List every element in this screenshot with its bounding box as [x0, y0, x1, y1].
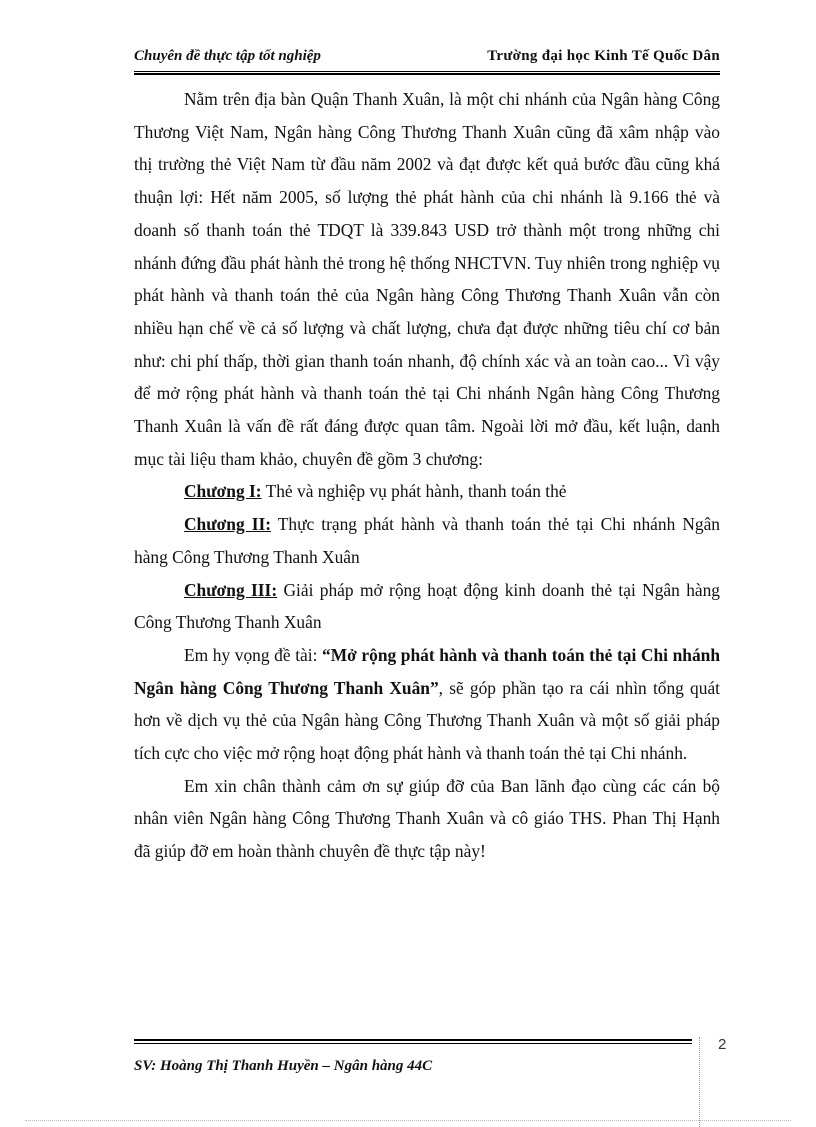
- intro-paragraph: Nằm trên địa bàn Quận Thanh Xuân, là một chi nhánh của Ngân hàng Công Thương Việt Nam, Ngân hàng Công Thương Thanh Xuân cũng đã xâm nhập vào thị trường thẻ Việt Nam từ đầu năm 2002 và đạt được kết quả bước đầu cũng khá thuận lợi: Hết năm 2005, số lượng thẻ phát hành của chi nhánh là 9.166 thẻ và doanh số thanh toán thẻ TDQT là 339.843 USD trở thành một trong những chi nhánh đứng đầu phát hành thẻ trong hệ thống NHCTVN. Tuy nhiên trong nghiệp vụ phát hành và thanh toán thẻ của Ngân hàng Công Thương Thanh Xuân vẫn còn nhiều hạn chế về cả số lượng và chất lượng, chưa đạt được những tiêu chí cơ bản như: chi phí thấp, thời gian thanh toán nhanh, độ chính xác và an toàn cao... Vì vậy để mở rộng phát hành và thanh toán thẻ tại Chi nhánh Ngân hàng Công Thương Thanh Xuân là vấn đề rất đáng được quan tâm. Ngoài lời mở đầu, kết luận, danh mục tài liệu tham khảo, chuyên đề gồm 3 chương:: [134, 89, 720, 469]
- chapter-2-line: [134, 508, 720, 573]
- page-number: 2: [718, 1036, 727, 1053]
- chapter-1-label: Chương I:: [184, 481, 262, 502]
- header-double-rule: [134, 71, 720, 75]
- hope-paragraph: [134, 639, 720, 770]
- page-header: [134, 48, 720, 70]
- chapter-1-text: Thẻ và nghiệp vụ phát hành, thanh toán thẻ: [261, 481, 567, 502]
- chapter-3-text: Giải pháp mở rộng hoạt động kinh doanh thẻ tại Ngân hàng Công Thương Thanh Xuân: [134, 579, 720, 633]
- thanks-paragraph: Em xin chân thành cảm ơn sự giúp đỡ của Ban lãnh đạo cùng các cán bộ nhân viên Ngân hàng Công Thương Thanh Xuân và cô giáo THS. Phan Thị Hạnh đã giúp đỡ em hoàn thành chuyên đề thực tập này!: [134, 775, 720, 862]
- chapter-3-label: Chương III:: [184, 579, 278, 600]
- chapter-1-line: [134, 475, 720, 508]
- header-right-university: Trường đại học Kinh Tế Quốc Dân: [487, 48, 720, 64]
- chapter-2-text: Thực trạng phát hành và thanh toán thẻ tại Chi nhánh Ngân hàng Công Thương Thanh Xuân: [134, 514, 720, 567]
- document-body: [134, 83, 720, 868]
- hope-suffix: , sẽ góp phần tạo ra cái nhìn tổng quát hơn về dịch vụ thẻ của Ngân hàng Công Thương Thanh Xuân và một số giải pháp tích cực cho việc mở rộng hoạt động phát hành và thanh toán thẻ tại Chi nhánh.: [134, 677, 721, 764]
- margin-guide-line: [699, 1037, 700, 1127]
- thesis-title: “Mở rộng phát hành và thanh toán thẻ tại Chi nhánh Ngân hàng Công Thương Thanh Xuân”: [134, 644, 720, 698]
- page-footer-author: SV: Hoàng Thị Thanh Huyền – Ngân hàng 44C: [134, 1058, 433, 1074]
- footer-double-rule: [134, 1039, 692, 1044]
- header-left-title: Chuyên đề thực tập tốt nghiệp: [134, 48, 321, 64]
- chapter-3-line: [134, 574, 720, 639]
- hope-prefix: Em hy vọng đề tài:: [184, 644, 323, 665]
- page-bottom-edge: [25, 1120, 791, 1121]
- chapter-2-label: Chương II:: [184, 514, 272, 535]
